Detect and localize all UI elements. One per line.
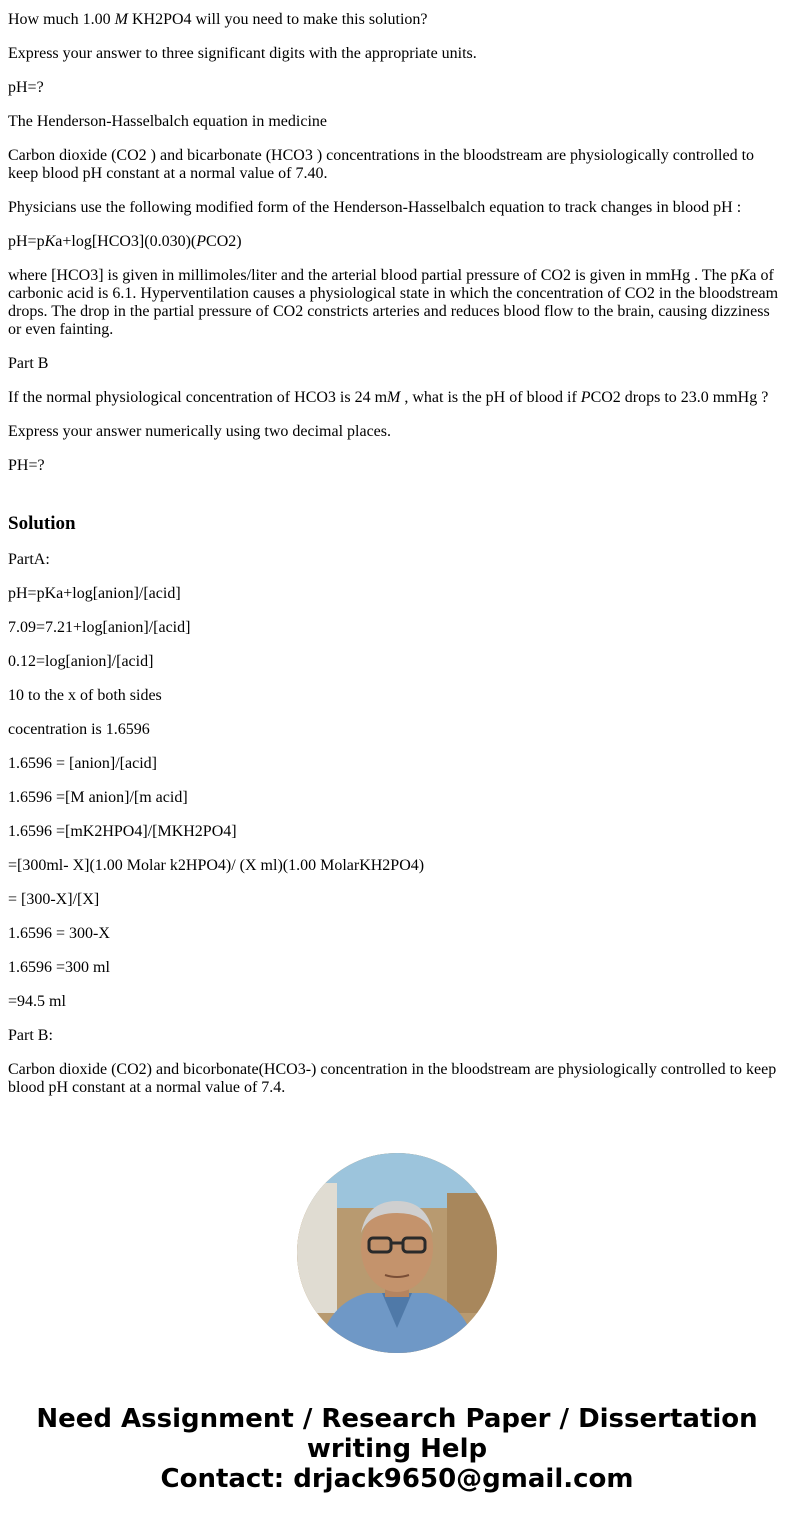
solution-line: 1.6596 =300 ml [8,959,110,976]
question-paragraph-4: The Henderson-Hasselbalch equation in medicine [8,113,327,130]
question-paragraph-10: If the normal physiological concentration of HCO3 is 24 mM , what is the pH of blood if PCO2 drops to 23.0 mmHg ? [8,389,769,406]
banner-line-3: Contact: drjack9650@gmail.com [160,1464,634,1494]
document-body [8,11,786,1113]
question-paragraph-8: where [HCO3] is given in millimoles/liter and the arterial blood partial pressure of CO2 is given in mmHg . The pKa of carbonic acid is 6.1. Hyperventilation causes a physiological state in which the concentration of CO2 in the bloodstream drops. The drop in the partial pressure of CO2 constricts arteries and reduces blood flow to the brain, causing dizziness or even fainting. [8,267,779,338]
equation-paragraph: pH=pKa+log[HCO3](0.030)(PCO2) [8,233,242,250]
solution-line: 1.6596 =[mK2HPO4]/[MKH2PO4] [8,823,237,840]
question-paragraph-2: Express your answer to three significant digits with the appropriate units. [8,45,477,62]
question-paragraph-6: Physicians use the following modified form of the Henderson-Hasselbalch equation to track changes in blood pH : [8,199,742,216]
banner-line-1: Need Assignment / Research Paper / Dissertation [36,1404,758,1434]
question-paragraph-12: PH=? [8,457,45,474]
solution-line: pH=pKa+log[anion]/[acid] [8,585,181,602]
solution-heading: Solution [8,513,76,534]
question-paragraph-9: Part B [8,355,49,372]
question-paragraph-11: Express your answer numerically using two decimal places. [8,423,391,440]
solution-line: = [300-X]/[X] [8,891,100,908]
solution-line: Carbon dioxide (CO2) and bicorbonate(HCO3-) concentration in the bloodstream are physiologically controlled to keep blood pH constant at a normal value of 7.4. [8,1061,777,1096]
solution-line: 1.6596 =[M anion]/[m acid] [8,789,188,806]
solution-line: PartA: [8,551,50,568]
solution-line: 10 to the x of both sides [8,687,162,704]
solution-line: =94.5 ml [8,993,66,1010]
solution-line: 1.6596 = [anion]/[acid] [8,755,157,772]
solution-line: Part B: [8,1027,53,1044]
solution-line: cocentration is 1.6596 [8,721,150,738]
banner-line-2: writing Help [306,1434,488,1464]
solution-body [8,551,786,1097]
solution-line: 7.09=7.21+log[anion]/[acid] [8,619,191,636]
question-paragraph-5: Carbon dioxide (CO2 ) and bicarbonate (HCO3 ) concentrations in the bloodstream are physiologically controlled to keep blood pH constant at a normal value of 7.40. [8,147,755,182]
question-paragraph-1: How much 1.00 M KH2PO4 will you need to make this solution? [8,11,428,28]
question-paragraph-3: pH=? [8,79,44,96]
solution-line: =[300ml- X](1.00 Molar k2HPO4)/ (X ml)(1.00 MolarKH2PO4) [8,857,425,874]
promo-banner [0,1404,794,1494]
solution-line: 1.6596 = 300-X [8,925,110,942]
author-avatar [297,1153,497,1353]
solution-line: 0.12=log[anion]/[acid] [8,653,154,670]
author-photo [297,1153,497,1353]
